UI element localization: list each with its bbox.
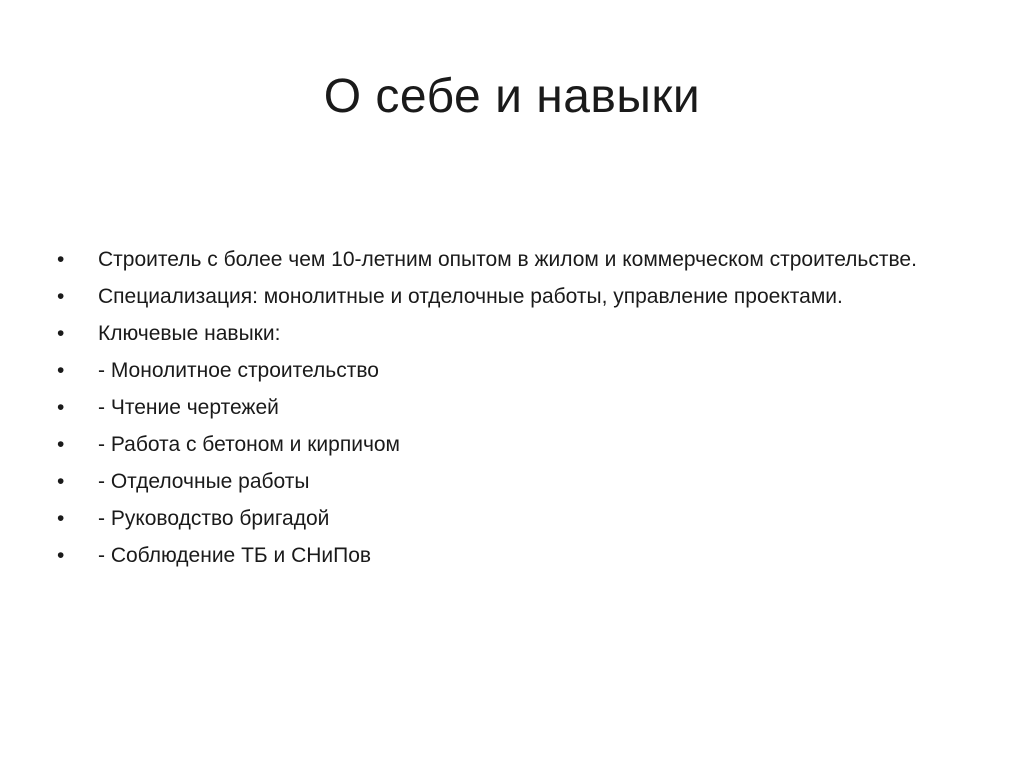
list-item-text: - Монолитное строительство	[98, 359, 379, 382]
bullet-icon: •	[57, 544, 65, 567]
bullet-icon: •	[57, 396, 65, 419]
list-item	[57, 244, 957, 275]
bullet-icon: •	[57, 507, 65, 530]
list-item-text: - Руководство бригадой	[98, 507, 330, 530]
list-item	[57, 429, 957, 460]
bullet-icon: •	[57, 248, 65, 271]
bullet-icon: •	[57, 322, 65, 345]
list-item	[57, 281, 957, 312]
bullet-list	[57, 244, 957, 577]
list-item	[57, 503, 957, 534]
bullet-icon: •	[57, 285, 65, 308]
list-item-text: - Соблюдение ТБ и СНиПов	[98, 544, 372, 567]
list-item	[57, 355, 957, 386]
list-item-text: Строитель с более чем 10-летним опытом в жилом и коммерческом строительстве.	[98, 248, 917, 271]
bullet-icon: •	[57, 470, 65, 493]
slide-title: О себе и навыки	[323, 70, 701, 123]
bullet-icon: •	[57, 359, 65, 382]
list-item	[57, 392, 957, 423]
list-item-text: - Отделочные работы	[98, 470, 310, 493]
bullet-icon: •	[57, 433, 65, 456]
list-item	[57, 540, 957, 571]
list-item-text: Ключевые навыки:	[98, 322, 281, 345]
list-item	[57, 318, 957, 349]
list-item-text: - Работа с бетоном и кирпичом	[98, 433, 400, 456]
list-item-text: Специализация: монолитные и отделочные работы, управление проектами.	[98, 285, 843, 308]
list-item-text: - Чтение чертежей	[98, 396, 279, 419]
list-item	[57, 466, 957, 497]
